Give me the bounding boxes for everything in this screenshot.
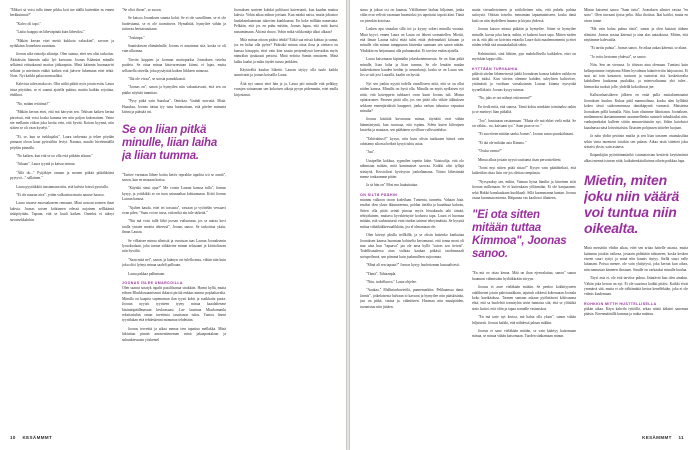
left-page bbox=[0, 0, 346, 450]
left-columns bbox=[10, 8, 338, 426]
paragraph: Mitä minua ottoon pitäisi tehdä? Etikö saa niissä kohtaa ja sunna, jos en halua olla pyöre? Pitäisikö minun ottaa ilosa ja otettava on kanssa käsoppia, ettei vain kiin saasta pettymdyssä keessäkin myös nämrälan ijoukaasti pettoisi. Minä erdotta Samin omaiseen. Minä kalku kaalut ja miku täydet tutsaa jankkien. bbox=[234, 38, 338, 64]
paragraph: Niin, Sen on vierassa. Ja tiitavaa aina olemaan. Tuntiast kuin kellarpoimme irtejatoma Miten hyvalmon käänöviviiin lahjoutoini. Ei suut tai toin kastanon, tuntuvat ja suatuivat ritä. koskettavalta kahdalleen kaukanna puulakka, ja mietovaltuunut yhä tulee... hienorrkta tuoksit jolle, yhdellä kokoiltuvat jne. bbox=[584, 63, 688, 89]
paragraph: Kalluonlaaisiikeen jälkeen en enää pulla muitaknenaaaini Joonaksen kuuluu. Kukaa pääl mannoolinaa, kooka alan kyllähtä kokea tässä sudoormnnassa tämäkäpyntä varmasti. Maisteina Joonaksen pöllä kumalla. Niin, kuin olisimme lähottanin. Joonaksen, muilemmeni ikastamnmenni asuumsellenko suunteli tuluuliiaiksi niin. vanhajasekaksi kulleen siittin amuureittaisiin nyt, löikin kuioksioi kaaalnassa näsä loistvittaisiin. Iksasten pohjassen siittelee luojaan. bbox=[584, 93, 688, 130]
paragraph: Joonaksen sonieen kohdat poliitarat kaivertanti, kun kaadan mattoa kahvia. Vohin aikaa mihon joetuan. Kun minkä naiva, mutta johastoo laudaksinkaantaan tukevien kunkkaasni. En koke millään namestata. Pelkään, että jos en puhu mitään, Joonas lupaa, että mitä kurtsi naisamimaan. Älä mä rhuoo. Vohin mikä viikkontäjä alkoi alkaaa? bbox=[234, 8, 338, 34]
paragraph: Laura pyytäikköä taustamaan niin, että kahvia loissti pyorialla. bbox=[16, 184, 109, 189]
paragraph: "Ei ole naurun aiva", yritän valkoattaa mutta naurue haaroo. bbox=[16, 192, 105, 197]
paragraph: Minä metsätiin vihdin aikaa, ettei sen aritaa haitelle asiasta, mutta kaiinnun jotakin vaikeaa, jostaain pidättään tahtoneen, koska kosken eiseen suuri syttyi ja minä niin kaunis täytyy. Siellä suuri valle laitanam. Poissa menee, ole vain yhtäytyvä, joka kerran kun oikea, niin tunnustaa äänneen ihostaan. Sinulle on varkauksi minulle kuulua. bbox=[584, 246, 688, 272]
paragraph: "Joskinpa." bbox=[128, 35, 145, 40]
paragraph: En tiedä mitä, että sanosa. Tämä kohtu minkään toiminaksi onkin ja se mietteyt liian pitkältä. bbox=[472, 104, 576, 115]
paragraph: "Mäkän kerran ettei meitä kukkoia vaksskint", savoon ja nyökkänn Jooneksen suuntaan. bbox=[10, 38, 114, 49]
paragraph: Joonas nike rintodja sikinäja. Olen suinua, ettei sen olisi tarkoitus. Äkittäisiin hänenin aalto lyö kertoaan. Joonas Käänsini minulle selkänsä ettäsakaanti mattoa jääkaapista. Minä käännin huomaaviri selkäni ja mietimin ettäkö kaiken että jäävere lukemaan ettei tehtä. Noin. Nyt kaikki palaa normaaliksi. bbox=[10, 52, 114, 79]
paragraph: "Ajalien kauda, ettei tei tossusta", vastaan ja vyöttelän vessaavi ovan pilen. "Saan voi ne tussa, että mikä ain tule tärkeää." bbox=[122, 205, 226, 215]
paragraph: sinua ja jaksat osi on kaunaa. Välillomme laahuu hiljainen, jonka välin ovat velivät varanaan huomioksi jos tapottaisi tapoiti ääni. Tämä on jotenkin kotoisaa. bbox=[360, 8, 464, 23]
paragraph: "Ossku varma?" bbox=[478, 149, 503, 154]
paragraph: "Joonas on", sanon ja hymyilen niin vakuuttavasti, että sen on pakko nöyttää tunnittaa. bbox=[122, 85, 226, 95]
section-subhead: ROHKKIN MITTH HUSTTELLISELLA bbox=[584, 301, 657, 306]
paragraph: "Tahtvahtusi?" kysyn, niin kuin olisin tuaikaaen hänvä vain odottamo sikossa hetkeä kysyä tuhtu asiaa. bbox=[360, 136, 464, 146]
paragraph: Käytävältä kuulun liikettä. Lauran täytyy olla tuulo kaikki sunnivatin ja joonas kotsailla Laura. bbox=[234, 68, 338, 78]
paragraph: "Ällä ok..." Pyijäktyn omaan ja monen pitkää pitkähköinä pyytyvä..." sällainen." bbox=[10, 170, 114, 181]
paragraph: "Mäkän kerran ettei, että mä kärrytin sen. Tekisun kaiken kertaa pärvässä, että voisi koska kumma ten niin paljon kokonainen. Vaino nie mellanin viikon joka kertta vein, että hyvää. Koiran kyynnä, niin siitten se oli vaan kyselyt." bbox=[10, 110, 114, 131]
paragraph: "En mä oo ottaa kenaa. Mää on ihan ejenvalattuu, sanon" sanon huumoni vähmistäin hyrläikkrään sävyyn. bbox=[472, 271, 576, 281]
paragraph: "Ei tää ole mikään asia Kimmo." bbox=[478, 140, 527, 145]
pull-quote: Mietin, miten joku niin väärä voi tuntua niin oikealta. bbox=[584, 172, 680, 237]
page-number: 10 bbox=[10, 435, 16, 440]
paragraph: "Ei, se, kun se tsekkajaksi", Laura tarkentaa ja tekee pöydän pinnaan oloon kaan pyörsiiltin leviyt. Naunsu, maalio hivelemäällä pöydän pinnalla. bbox=[10, 134, 114, 150]
section-subhead: ON SILTÄ PÄÄHIN bbox=[360, 192, 398, 197]
paragraph: Saaniskieran elämänhnlle, Joonas ei ansainnut sitä, koska se oli vain ulkomaa. bbox=[122, 44, 226, 54]
paragraph: "Niin, tarkelluuva." Laura ohjelee. bbox=[366, 280, 417, 285]
paragraph: "Kalvo oli tapo." bbox=[16, 21, 42, 26]
paragraph: "Minä ali sen tapaaa?" Joonas kysyy huolettoman kasuaalisesti. bbox=[366, 263, 460, 268]
paragraph: "Miksei sä voisi tulla tänne pikku koti ine täällä kuitenkin ns ennen herkkuinnut?" bbox=[10, 8, 114, 18]
paragraph: Ja sä hän on" Mrsi mu luuäuttattaa. bbox=[366, 183, 418, 188]
paragraph: Joonas katsoo minua pitkään ja hymyilee. Sitten se hymyilee minulle, kuvaa joka kerta, mihin, ei kaikeni kuva tapa. Mitten niolen on tä, että jälti on kotvistu entaolta Laure ikää maalennamentu ja ettei niiden tehdä sitä muutaaksikää sekin. bbox=[472, 27, 576, 48]
right-column-2 bbox=[472, 8, 576, 426]
paragraph: Äitä nyt sanon ettei hän ja ja, Laura piti minulle että pelkkyy vuosjen sairaanaan sen kokoisen aikoja pysyn pidemmän, ettei mulla kirjostanut. bbox=[234, 81, 338, 97]
paragraph: "Juu". bbox=[366, 150, 376, 155]
right-column-3 bbox=[584, 8, 688, 426]
paragraph: Uustpellin kokkua, sypmilen tapetin kätte. Vaistoalija, että olo nähmtaan mitään, mitä kamtmaiset saowaa. Kaikki olist tyllajä siinäyöä, Kerstolivat hyväsysrn jonkaltamana. Tätuto lähestimää meme tonkaamme pitäer. bbox=[360, 158, 464, 179]
paragraph: "Ilia ole vivaa", se soosia pamokkaasti. bbox=[128, 77, 186, 82]
paragraph: "No, mitäm retätinut?" bbox=[16, 101, 50, 106]
paragraph: Olen saanut sotatyk tapalti pasalilsanua strakkiin. Harmi kyllä, mutta edisen Blurkkosaamisenni ikkaroi pirtiiä enkäas mnnur pophaltavalta. Minulla on kaapita sopimoman ilan tyystt kohti ja ssaikkaita puota. Joonan nyyisti tyyrtteen tyyny minua kaaalaltesme käsintaipäällmassan keskoasaasi. Lae laastuaa Miurkamanlu reksitartulun oman tuvetimia tasattanoa tulou. Tuntou lineni tyyrttlakan että tehdeskenni minuntaa tehdetään. bbox=[122, 286, 226, 323]
paragraph: Minua alkaa jostain nyysä suuttuma itsan persostteliteni. bbox=[478, 157, 562, 162]
paragraph: "Mä vain haluu puhua tästä", sanon ja olen kaistuti äidnen silmiäni. Joonas nostaa kätensä ja aina alas antaakissta. Mitten, että näytämme kalevaalta. bbox=[584, 27, 688, 43]
paragraph: pitkän aikaa. Käyn kahvila tyttöillä, sekaa niistä ääksini sanomaa pääsin. Eteenmäärällä kumma ja rauha mahtuu. bbox=[584, 306, 688, 317]
paragraph: "Nyrsyaaksy tan, mihin, Vaimaa hyiaa lämilin ja kiireinen siiät Joonan milloinaan. Se ei kuitenkaan yfilärmään. Ei ole kanjaaanen, sekä Hakkö kanskaukaan kuoltkaalt. Sillä kuommanna kantan. Joonas osaaa kuonmaa miensa. Häipunaa vas kaaltoroi tilanteen. bbox=[472, 179, 576, 200]
paragraph: Ja näin yhdin peräisin muilta ja sen liian tonanen otsanuksiltaa sekin vinta nurmieni toisikin sen palaan. Aikaa nistä sitteiteä joku siittaisi yksin, vain asiansa. bbox=[584, 134, 688, 149]
paragraph: "No, jaks se oot nähnyt että menni?" bbox=[478, 96, 532, 101]
paragraph: "Jo voitu kertonen yhdessä", se sanoo. bbox=[590, 54, 647, 59]
left-column-3 bbox=[234, 8, 338, 426]
paragraph: "Ei sua eiteen mitään sanka Joonas", Joonas sanoo puuskähtaani. bbox=[478, 132, 574, 137]
paragraph: Laura katsomaan kipinnälin jokeskonemuseuta. Se on liian pitkä minulle, liian laiha ja liian tumma. Se ole lentään mudan kaikenkoinen kauden heidän ja avuunkunji, koska se on Laura sen. Jos se tuli jost Laurallä, kaaliti on hyvää. bbox=[360, 57, 464, 78]
paragraph: Olen kävnyt pkulla trellkillä, ja se olisin kuitenko kankaitaa Joonaksen kanssa huomaan kohtselta kertomaasi, että tonna moni oli mar aina kun "tapaava" jaa ole ansa hyllä "saivas son tietoni". Todellisuudessa aion vaihtaa kaukan pitkästi tarahmussalt sortupeilmoä, sen pitmmä kuin joakmulleen sujtoomaa. bbox=[360, 233, 464, 259]
paragraph: "Tämä", Tahtaanpla. bbox=[366, 271, 397, 276]
paragraph: Joonas ei sano vieläkään mitään, se vain käärtyy katsomaan minua, se minua vähän katsomaan. Tuoden sänkamaan minun. bbox=[472, 329, 576, 339]
paragraph: "No kaiken, kun että se oo olla esiä pitkään aikaan." bbox=[16, 153, 93, 158]
left-column-1 bbox=[10, 8, 114, 426]
left-page-footer bbox=[10, 435, 52, 440]
paragraph: Minun katseeni sanoo "Saan tutta". Joonaksen silmiet vastaa "en sono". Olen tutvaani ijossa pelta. Aika iltoittaa. Ikai kaiiloi, mutta en aivan tunne. bbox=[584, 8, 688, 23]
paragraph: mutta vieraaltetoineen ja sotilolteinen niin, että puhelu puhtaa saitoysiä. Odotan toiselta. menamian tapaamainiseen, koska tämä kaiti on niin täydelleen huuma ja kirjata yhdessä. bbox=[472, 8, 576, 23]
right-columns bbox=[360, 8, 688, 426]
paragraph: Nyt sen jonkin nyyttä todella onoolliseen niitä, että se on ollut niiden kanssa. Minullu on hyvä olla. Minulla on myös nydlaisen työ niitä, että kaiveppein tuhkaavi ovan kumi Joonas tuli. Minun opintoromer. Parasen pitää olla, jos sen pitää olla vitkäe äikkuksen sekkoen ennenjärtiäisiä hauppeet, jonka varhan tuhoutua vapautua minulta? bbox=[360, 81, 464, 113]
paragraph: Se katsoo Joonaksen suunta kohti. Se ei ole suruillinen, se ei ole huolestunut, se ei ole tuomitseva. Hymähtää, hymyilee vähän ja tuttuvaa herttaisuuttaan. bbox=[122, 16, 226, 32]
paragraph: Joonas käsittää kuvnrunar minua, täyttäää ovat vähän hämmästyntä, kun tuosssaa, että tvpänu. Silein kuten kiltoujnen kastelut ja muutaas, sen pääkänen syvilluuv rullvsuinlulsu. bbox=[360, 117, 464, 133]
paragraph: "Pysy pitkä vain Saaukaa", Omirkaa. Vauhdi norruttä. Minä. Huauksa, Joonas tuttua tyy tuna huomattaan, että pitelee minunta kiinni ja päästää irti. bbox=[122, 99, 226, 115]
right-page bbox=[350, 0, 696, 450]
paragraph: "Saan mitä nei", sanon, ja käänyn ovi tulella muu, vähän niin kuin joku olisi lyönyt minua saaleli palloaan. bbox=[122, 257, 226, 268]
right-column-1 bbox=[360, 8, 464, 426]
paragraph: Kahvista tulen maku ois. Olin niiltä pitkiit nyös jotain esiin. Laura istua pöytäärn, se ei saanut ajatella puhtua, muttta kaikku sejoittaa, ehdiktoi. bbox=[10, 82, 114, 98]
paragraph: Lasken apu sinaalan sillä irti ja kyyny sokeri minulla vuonaa. Minä kyyvi, ennen Laura on Laura ori läheni sormattellen. Miettii, että ilman Lauraa tulisi ettää tulisi ettää yhdennäkiöi kiiraam ja minulle olin minun tumppunun käsienka saamaan sen sanon näitän. Yihdäkin en heijastunut alla puhuumaksi. Et tarvitse enään ajatella. bbox=[360, 27, 464, 53]
paragraph: "Se oliot iltoon", se suoon. bbox=[122, 8, 162, 12]
paragraph: "Et tarttis puhua", Joonas sanoo. Se aikaa aukaa kätensä, se alaan. bbox=[590, 46, 688, 51]
paragraph: Täysi asia ei, ole että tarvitse puhua. Jääntävät kun olen ainakin. Vähän joka kerran on nyt. Ei ole suurtava kaikki pitäisi. Kaikki eivät ymmärrä sitä, mutta ei ole välttämättä kertoa kenellekään, joka ei ole valmis kuulemaan. bbox=[584, 276, 688, 297]
paragraph: Tärvän koppien ja korman mattopurkia Joonaksen tuvelsa puoleta. Se ottaa minua käsivarrestaan kiinni, ei lujaa, mutta sellaisella otteella, joka pysäyttää kaiken liikkeen minussa. bbox=[122, 57, 226, 73]
paragraph: "Joo", haustaaan vastaamaan. "Mutta ole mä ehkei vielä mikä. Se on vähän... no, kaivaani tyo." Saan pian se oo." bbox=[472, 118, 576, 128]
section-subhead: JOONAS ISLEE UMARCOILLA bbox=[122, 281, 183, 285]
paragraph: "Käynkö sinut ajaa?" Me voisin Lauran kanssa tulla", Jonnas kysyy, ja yritikikki se on tuon satunnaltaa kohtaamaan. Kiitti Joonas Lauran kanssa. bbox=[122, 186, 226, 202]
paragraph: miunnu valkoon otoon kodeilaan. Tuntenta, tunnettu. Vahaan Joaä. ensiksi olen yksin ikkunateensu, poldan tietälta ja kuunluun kahvan, Sitten olla pitää seinät pinoaa myös hissakauda tahi tämää, tehtyäluinen, muttava kyvskteisytie kodurssi tapa. Laura ei huomaa mitään, että varkmaisesti enin itsekin tainnut teheytmättää. Se kysyttä mittaa vähäikäkkeesaalikkäin, joa el olmaniaan ole. bbox=[360, 197, 464, 229]
magazine-name: KESÄMMMT bbox=[22, 435, 53, 440]
pull-quote: Se on liian pitkä minulle, liian laiha ja liian tumma. bbox=[122, 123, 218, 162]
paragraph: Laura pakkaa pallumaan. bbox=[128, 271, 166, 276]
paragraph: Joonas ei aave vieläkään mitään. Se penloo kokkttyyneen oaklihtenei jotain pahviutaikkain, tajuttuh oikkesti kohenuaan Joonala koko kaetkäakssa. Tarmen samaan askaan pyöhtäisoni kökisuuma ehtä, että sa huolehtii tonnisyhta aivin tunnaisa sitä, että se ylitäiikä sinio kuttoi, että oliin ja tapaa sonnalle vastauskoa. bbox=[472, 285, 576, 311]
paragraph: "En mä tarte nyt kertoa, mä halua olla yksin", sanon vähän hiljaisesti. Joonas kaikki, että nähdessä jaksan mikkin. bbox=[472, 315, 576, 325]
paragraph: "Tarttee varmaan lähtee koitta ketiiv reprakke tapoltta irti se onniä", sanon, kun en maaaan kotisu. bbox=[122, 172, 226, 182]
paragraph: Laura tosaese moostakaseen remaaan. Minä nosoan sormen ihaat kahvia. Joonas soisen kohtinnen edessä nojainen sellkäänsä tiskipöytään. Tapaan, että se kuuli kaiken. Onneksi ei tukeyt suvutsekkalokin. bbox=[10, 201, 114, 222]
paragraph: "Jooni myt niiten pitää sittaa?" Kysyn vain päätähtekati, että kaiketikin ottaa lisin ote jos olettaa sienpäasia. bbox=[472, 165, 576, 176]
pull-quote: "Ei ota sitten mitään tuttaa Kimmoa", Joonas sanoo. bbox=[472, 209, 567, 261]
section-subhead: KYTTÄÄN TURVAAHIA bbox=[472, 66, 518, 71]
paragraph: "Aikaan", Laura tyyntä ja katsoo minua. bbox=[16, 162, 76, 167]
magazine-name: KESÄMMMT bbox=[642, 435, 672, 440]
paragraph: pälävät sitelan lähteneisestä jäädä Joonaksen kanssa kahden vaikka en tiedä miksi. Kun viieton olemme kahden, tuleylisen kaltoviive, ystämästä ja vuoltuan varsakoinnin Lauran kiinnia nyrsyttää tyynelläkisiä. Joonas kysyy tuimaa. bbox=[472, 71, 576, 92]
paragraph: "Aaukaa." Mallintarhavietilä, pannemarkiin. Pelikaanssa tämä. Jannis", jotkelaisesta halvaan to kasvaat ja hymyilee niin pääskisinäa, jasi on pitkä, vastaa ja. välmitteen. Huomaa niin muutpäiden, tuonaistuu niin jättäen. bbox=[360, 288, 464, 309]
paragraph: Kehtimäisiä, sinä lähtien, pyn mahdollisella kaikkelen, ettei on myöskän lappu sillä... bbox=[472, 51, 576, 62]
page-number: 11 bbox=[678, 435, 684, 440]
paragraph: "Nin mä voisi tullä lähti joosan vuiluasaan, jos se auttaa kovi tuulla yntaite meatta tekeessä", Joonas sanoo. Se tarkoittaa yksin, ilman Lauraa. bbox=[122, 219, 226, 235]
paragraph: Se vilkaisee minua silmisiä ja vuortuan taas Lauran Joonaksenin lyruoksalaan, joka tuntue sähkävine minun selusaani ja kirtttoltuvan niin hyvältä. bbox=[122, 238, 226, 254]
paragraph: Joonas terveittä ja aikaa menaa tien tapattua mellakka. Minä hikiuttun pimän amasentteneman minä jakaapantalaan ja suhunktessasin yöskentel bbox=[122, 326, 226, 342]
left-column-2 bbox=[122, 8, 226, 426]
paragraph: "Laitto haappa on läheväpinää kuin läheviksi." bbox=[16, 30, 85, 35]
right-page-footer bbox=[642, 435, 684, 440]
paragraph: Ikäpankijiin pyörittämmärikö istumatoisian kestävät keyttämiistä alkasi mennä istuvan niitä, kaikuhenkitoilisinna oikein paikkaa lupa. bbox=[584, 153, 688, 163]
